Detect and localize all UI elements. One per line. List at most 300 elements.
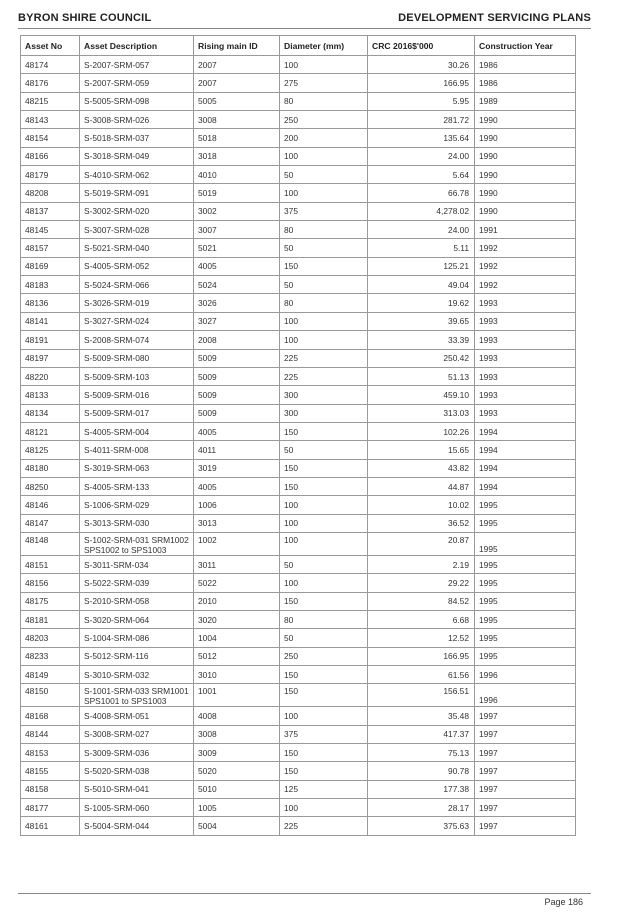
diameter-cell: 375 (280, 725, 368, 743)
rising-main-id-cell: 1006 (194, 496, 280, 514)
table-row (21, 129, 576, 147)
rising-main-id-cell: 5024 (194, 276, 280, 294)
rising-main-id-cell: 5004 (194, 817, 280, 835)
diameter-cell: 80 (280, 610, 368, 628)
rising-main-id-cell: 5009 (194, 404, 280, 422)
asset-no-cell: 48151 (21, 555, 80, 573)
diameter-cell: 50 (280, 239, 368, 257)
construction-year-cell: 1994 (475, 441, 576, 459)
table-row (21, 666, 576, 684)
asset-no-cell: 48133 (21, 386, 80, 404)
asset-no-cell: 48174 (21, 56, 80, 74)
rising-main-id-cell: 5009 (194, 386, 280, 404)
construction-year-cell: 1992 (475, 239, 576, 257)
asset-description-cell: S-5009-SRM-080 (80, 349, 194, 367)
crc-cell: 10.02 (368, 496, 475, 514)
asset-description-cell: S-4010-SRM-062 (80, 166, 194, 184)
asset-no-cell: 48181 (21, 610, 80, 628)
diameter-cell: 100 (280, 574, 368, 592)
crc-cell: 6.68 (368, 610, 475, 628)
asset-no-cell: 48134 (21, 404, 80, 422)
asset-no-cell: 48161 (21, 817, 80, 835)
construction-year-cell: 1993 (475, 331, 576, 349)
construction-year-cell: 1993 (475, 294, 576, 312)
asset-no-cell: 48141 (21, 312, 80, 330)
asset-no-cell: 48166 (21, 147, 80, 165)
asset-no-cell: 48197 (21, 349, 80, 367)
crc-cell: 459.10 (368, 386, 475, 404)
construction-year-cell: 1986 (475, 56, 576, 74)
diameter-cell: 100 (280, 799, 368, 817)
diameter-cell: 300 (280, 404, 368, 422)
construction-year-cell: 1996 (475, 684, 576, 707)
construction-year-cell: 1990 (475, 129, 576, 147)
asset-no-cell: 48169 (21, 257, 80, 275)
rising-main-id-cell: 2007 (194, 56, 280, 74)
table-row (21, 367, 576, 385)
rising-main-id-cell: 3008 (194, 111, 280, 129)
rising-main-id-cell: 1001 (194, 684, 280, 707)
construction-year-cell: 1997 (475, 817, 576, 835)
construction-year-cell: 1991 (475, 221, 576, 239)
diameter-cell: 50 (280, 276, 368, 294)
asset-no-cell: 48215 (21, 92, 80, 110)
asset-no-cell: 48203 (21, 629, 80, 647)
asset-description-cell: S-5009-SRM-016 (80, 386, 194, 404)
rising-main-id-cell: 4005 (194, 257, 280, 275)
crc-cell: 35.48 (368, 707, 475, 725)
rising-main-id-cell: 4010 (194, 166, 280, 184)
asset-no-cell: 48183 (21, 276, 80, 294)
diameter-cell: 50 (280, 629, 368, 647)
column-header: Construction Year (475, 36, 576, 56)
asset-description-cell: S-4005-SRM-052 (80, 257, 194, 275)
crc-cell: 43.82 (368, 459, 475, 477)
crc-cell: 135.64 (368, 129, 475, 147)
crc-cell: 250.42 (368, 349, 475, 367)
diameter-cell: 100 (280, 496, 368, 514)
diameter-cell: 275 (280, 74, 368, 92)
table-row (21, 574, 576, 592)
asset-description-cell: S-2007-SRM-059 (80, 74, 194, 92)
asset-no-cell: 48147 (21, 514, 80, 532)
table-row (21, 441, 576, 459)
table-row (21, 817, 576, 835)
diameter-cell: 100 (280, 707, 368, 725)
rising-main-id-cell: 5019 (194, 184, 280, 202)
asset-no-cell: 48150 (21, 684, 80, 707)
table-row (21, 331, 576, 349)
construction-year-cell: 1997 (475, 780, 576, 798)
table-row (21, 780, 576, 798)
rising-main-id-cell: 3026 (194, 294, 280, 312)
crc-cell: 33.39 (368, 331, 475, 349)
asset-description-cell: S-1005-SRM-060 (80, 799, 194, 817)
diameter-cell: 100 (280, 532, 368, 555)
diameter-cell: 80 (280, 92, 368, 110)
crc-cell: 29.22 (368, 574, 475, 592)
construction-year-cell: 1993 (475, 312, 576, 330)
column-header: Diameter (mm) (280, 36, 368, 56)
construction-year-cell: 1995 (475, 610, 576, 628)
asset-no-cell: 48176 (21, 74, 80, 92)
asset-no-cell: 48220 (21, 367, 80, 385)
diameter-cell: 250 (280, 111, 368, 129)
diameter-cell: 250 (280, 647, 368, 665)
diameter-cell: 80 (280, 294, 368, 312)
construction-year-cell: 1995 (475, 629, 576, 647)
asset-description-cell: S-5024-SRM-066 (80, 276, 194, 294)
rising-main-id-cell: 3020 (194, 610, 280, 628)
diameter-cell: 150 (280, 744, 368, 762)
asset-description-cell: S-5020-SRM-038 (80, 762, 194, 780)
table-row (21, 477, 576, 495)
header-divider (18, 28, 591, 29)
diameter-cell: 100 (280, 312, 368, 330)
asset-description-cell: S-3011-SRM-034 (80, 555, 194, 573)
column-header: Rising main ID (194, 36, 280, 56)
table-row (21, 239, 576, 257)
asset-description-cell: S-3027-SRM-024 (80, 312, 194, 330)
table-row (21, 202, 576, 220)
asset-no-cell: 48153 (21, 744, 80, 762)
crc-cell: 28.17 (368, 799, 475, 817)
table-row (21, 799, 576, 817)
diameter-cell: 225 (280, 367, 368, 385)
rising-main-id-cell: 4011 (194, 441, 280, 459)
diameter-cell: 150 (280, 257, 368, 275)
crc-cell: 39.65 (368, 312, 475, 330)
crc-cell: 156.51 (368, 684, 475, 707)
diameter-cell: 100 (280, 147, 368, 165)
diameter-cell: 100 (280, 331, 368, 349)
column-header: Asset Description (80, 36, 194, 56)
asset-no-cell: 48191 (21, 331, 80, 349)
council-name: BYRON SHIRE COUNCIL (18, 12, 152, 24)
asset-no-cell: 48168 (21, 707, 80, 725)
crc-cell: 417.37 (368, 725, 475, 743)
diameter-cell: 100 (280, 514, 368, 532)
diameter-cell: 150 (280, 477, 368, 495)
table-row (21, 166, 576, 184)
construction-year-cell: 1990 (475, 184, 576, 202)
page-number: Page 186 (544, 897, 583, 907)
asset-description-cell: S-1002-SRM-031 SRM1002 SPS1002 to SPS1003 (80, 532, 194, 555)
rising-main-id-cell: 3010 (194, 666, 280, 684)
rising-main-id-cell: 5018 (194, 129, 280, 147)
table-row (21, 349, 576, 367)
asset-description-cell: S-5009-SRM-103 (80, 367, 194, 385)
table-row (21, 74, 576, 92)
table-row (21, 404, 576, 422)
crc-cell: 281.72 (368, 111, 475, 129)
diameter-cell: 150 (280, 459, 368, 477)
diameter-cell: 150 (280, 592, 368, 610)
asset-no-cell: 48250 (21, 477, 80, 495)
crc-cell: 12.52 (368, 629, 475, 647)
footer-divider (18, 893, 591, 894)
crc-cell: 375.63 (368, 817, 475, 835)
asset-description-cell: S-3008-SRM-027 (80, 725, 194, 743)
asset-description-cell: S-2007-SRM-057 (80, 56, 194, 74)
asset-no-cell: 48148 (21, 532, 80, 555)
asset-no-cell: 48136 (21, 294, 80, 312)
rising-main-id-cell: 1002 (194, 532, 280, 555)
table-row (21, 221, 576, 239)
construction-year-cell: 1995 (475, 574, 576, 592)
table-row (21, 496, 576, 514)
table-row (21, 92, 576, 110)
column-header: Asset No (21, 36, 80, 56)
asset-description-cell: S-3018-SRM-049 (80, 147, 194, 165)
crc-cell: 166.95 (368, 647, 475, 665)
table-row (21, 276, 576, 294)
rising-main-id-cell: 3019 (194, 459, 280, 477)
table-row (21, 592, 576, 610)
asset-no-cell: 48121 (21, 422, 80, 440)
asset-description-cell: S-4011-SRM-008 (80, 441, 194, 459)
construction-year-cell: 1995 (475, 514, 576, 532)
crc-cell: 5.95 (368, 92, 475, 110)
asset-no-cell: 48143 (21, 111, 80, 129)
table-row (21, 257, 576, 275)
crc-cell: 49.04 (368, 276, 475, 294)
construction-year-cell: 1993 (475, 386, 576, 404)
asset-description-cell: S-4008-SRM-051 (80, 707, 194, 725)
rising-main-id-cell: 4005 (194, 422, 280, 440)
diameter-cell: 100 (280, 56, 368, 74)
asset-description-cell: S-5019-SRM-091 (80, 184, 194, 202)
rising-main-id-cell: 5021 (194, 239, 280, 257)
table-row (21, 762, 576, 780)
construction-year-cell: 1997 (475, 707, 576, 725)
crc-cell: 75.13 (368, 744, 475, 762)
diameter-cell: 225 (280, 349, 368, 367)
construction-year-cell: 1990 (475, 166, 576, 184)
asset-no-cell: 48137 (21, 202, 80, 220)
asset-description-cell: S-2008-SRM-074 (80, 331, 194, 349)
crc-cell: 36.52 (368, 514, 475, 532)
construction-year-cell: 1995 (475, 496, 576, 514)
table-header-row (21, 36, 576, 56)
construction-year-cell: 1995 (475, 592, 576, 610)
crc-cell: 102.26 (368, 422, 475, 440)
construction-year-cell: 1993 (475, 367, 576, 385)
construction-year-cell: 1992 (475, 276, 576, 294)
construction-year-cell: 1993 (475, 404, 576, 422)
diameter-cell: 300 (280, 386, 368, 404)
table-row (21, 610, 576, 628)
asset-description-cell: S-4005-SRM-004 (80, 422, 194, 440)
crc-cell: 5.11 (368, 239, 475, 257)
rising-main-id-cell: 3002 (194, 202, 280, 220)
table-row (21, 294, 576, 312)
asset-no-cell: 48208 (21, 184, 80, 202)
asset-description-cell: S-5009-SRM-017 (80, 404, 194, 422)
diameter-cell: 200 (280, 129, 368, 147)
asset-description-cell: S-3010-SRM-032 (80, 666, 194, 684)
diameter-cell: 225 (280, 817, 368, 835)
construction-year-cell: 1992 (475, 257, 576, 275)
asset-description-cell: S-3008-SRM-026 (80, 111, 194, 129)
asset-description-cell: S-5005-SRM-098 (80, 92, 194, 110)
asset-description-cell: S-3002-SRM-020 (80, 202, 194, 220)
crc-cell: 5.64 (368, 166, 475, 184)
asset-description-cell: S-3009-SRM-036 (80, 744, 194, 762)
asset-description-cell: S-5022-SRM-039 (80, 574, 194, 592)
diameter-cell: 150 (280, 422, 368, 440)
construction-year-cell: 1995 (475, 555, 576, 573)
rising-main-id-cell: 5009 (194, 367, 280, 385)
crc-cell: 30.26 (368, 56, 475, 74)
construction-year-cell: 1990 (475, 147, 576, 165)
diameter-cell: 125 (280, 780, 368, 798)
table-row (21, 422, 576, 440)
table-row (21, 111, 576, 129)
table-row (21, 555, 576, 573)
asset-description-cell: S-5021-SRM-040 (80, 239, 194, 257)
construction-year-cell: 1986 (475, 74, 576, 92)
asset-no-cell: 48145 (21, 221, 80, 239)
table-row (21, 147, 576, 165)
crc-cell: 2.19 (368, 555, 475, 573)
crc-cell: 24.00 (368, 147, 475, 165)
asset-no-cell: 48158 (21, 780, 80, 798)
diameter-cell: 150 (280, 684, 368, 707)
construction-year-cell: 1997 (475, 762, 576, 780)
asset-no-cell: 48175 (21, 592, 80, 610)
construction-year-cell: 1993 (475, 349, 576, 367)
asset-description-cell: S-4005-SRM-133 (80, 477, 194, 495)
table-row (21, 744, 576, 762)
asset-description-cell: S-5018-SRM-037 (80, 129, 194, 147)
rising-main-id-cell: 2008 (194, 331, 280, 349)
document-title: DEVELOPMENT SERVICING PLANS (398, 12, 591, 24)
table-row (21, 647, 576, 665)
construction-year-cell: 1995 (475, 647, 576, 665)
asset-no-cell: 48154 (21, 129, 80, 147)
asset-description-cell: S-5004-SRM-044 (80, 817, 194, 835)
asset-description-cell: S-5012-SRM-116 (80, 647, 194, 665)
table-row (21, 532, 576, 555)
construction-year-cell: 1994 (475, 477, 576, 495)
asset-no-cell: 48180 (21, 459, 80, 477)
table-row (21, 725, 576, 743)
rising-main-id-cell: 3011 (194, 555, 280, 573)
asset-description-cell: S-1006-SRM-029 (80, 496, 194, 514)
diameter-cell: 50 (280, 441, 368, 459)
crc-cell: 61.56 (368, 666, 475, 684)
rising-main-id-cell: 3027 (194, 312, 280, 330)
asset-no-cell: 48177 (21, 799, 80, 817)
rising-main-id-cell: 5012 (194, 647, 280, 665)
table-row (21, 707, 576, 725)
asset-no-cell: 48155 (21, 762, 80, 780)
construction-year-cell: 1996 (475, 666, 576, 684)
construction-year-cell: 1990 (475, 111, 576, 129)
table-row (21, 386, 576, 404)
table-row (21, 184, 576, 202)
diameter-cell: 50 (280, 555, 368, 573)
asset-no-cell: 48144 (21, 725, 80, 743)
asset-description-cell: S-5010-SRM-041 (80, 780, 194, 798)
rising-main-id-cell: 3013 (194, 514, 280, 532)
crc-cell: 313.03 (368, 404, 475, 422)
rising-main-id-cell: 5005 (194, 92, 280, 110)
rising-main-id-cell: 3009 (194, 744, 280, 762)
table-row (21, 312, 576, 330)
asset-description-cell: S-1004-SRM-086 (80, 629, 194, 647)
diameter-cell: 150 (280, 762, 368, 780)
table-row (21, 459, 576, 477)
asset-description-cell: S-3013-SRM-030 (80, 514, 194, 532)
construction-year-cell: 1997 (475, 725, 576, 743)
crc-cell: 24.00 (368, 221, 475, 239)
rising-main-id-cell: 3008 (194, 725, 280, 743)
asset-no-cell: 48179 (21, 166, 80, 184)
rising-main-id-cell: 1004 (194, 629, 280, 647)
construction-year-cell: 1997 (475, 799, 576, 817)
asset-no-cell: 48157 (21, 239, 80, 257)
rising-main-id-cell: 3018 (194, 147, 280, 165)
crc-cell: 4,278.02 (368, 202, 475, 220)
crc-cell: 44.87 (368, 477, 475, 495)
asset-description-cell: S-3020-SRM-064 (80, 610, 194, 628)
rising-main-id-cell: 4005 (194, 477, 280, 495)
construction-year-cell: 1994 (475, 459, 576, 477)
rising-main-id-cell: 1005 (194, 799, 280, 817)
asset-no-cell: 48233 (21, 647, 80, 665)
diameter-cell: 50 (280, 166, 368, 184)
construction-year-cell: 1990 (475, 202, 576, 220)
rising-main-id-cell: 5009 (194, 349, 280, 367)
table-row (21, 684, 576, 707)
asset-no-cell: 48146 (21, 496, 80, 514)
asset-description-cell: S-2010-SRM-058 (80, 592, 194, 610)
table-row (21, 514, 576, 532)
crc-cell: 20.87 (368, 532, 475, 555)
rising-main-id-cell: 2007 (194, 74, 280, 92)
crc-cell: 125.21 (368, 257, 475, 275)
rising-main-id-cell: 5010 (194, 780, 280, 798)
crc-cell: 90.78 (368, 762, 475, 780)
crc-cell: 166.95 (368, 74, 475, 92)
asset-no-cell: 48156 (21, 574, 80, 592)
diameter-cell: 80 (280, 221, 368, 239)
crc-cell: 177.38 (368, 780, 475, 798)
diameter-cell: 100 (280, 184, 368, 202)
construction-year-cell: 1994 (475, 422, 576, 440)
asset-description-cell: S-1001-SRM-033 SRM1001 SPS1001 to SPS1003 (80, 684, 194, 707)
asset-table (20, 35, 576, 836)
crc-cell: 15.65 (368, 441, 475, 459)
crc-cell: 66.78 (368, 184, 475, 202)
table-row (21, 629, 576, 647)
column-header: CRC 2016$'000 (368, 36, 475, 56)
rising-main-id-cell: 2010 (194, 592, 280, 610)
asset-description-cell: S-3007-SRM-028 (80, 221, 194, 239)
rising-main-id-cell: 5020 (194, 762, 280, 780)
page-header (18, 8, 591, 28)
asset-description-cell: S-3026-SRM-019 (80, 294, 194, 312)
construction-year-cell: 1989 (475, 92, 576, 110)
asset-no-cell: 48149 (21, 666, 80, 684)
table-row (21, 56, 576, 74)
rising-main-id-cell: 5022 (194, 574, 280, 592)
construction-year-cell: 1995 (475, 532, 576, 555)
rising-main-id-cell: 4008 (194, 707, 280, 725)
crc-cell: 19.62 (368, 294, 475, 312)
